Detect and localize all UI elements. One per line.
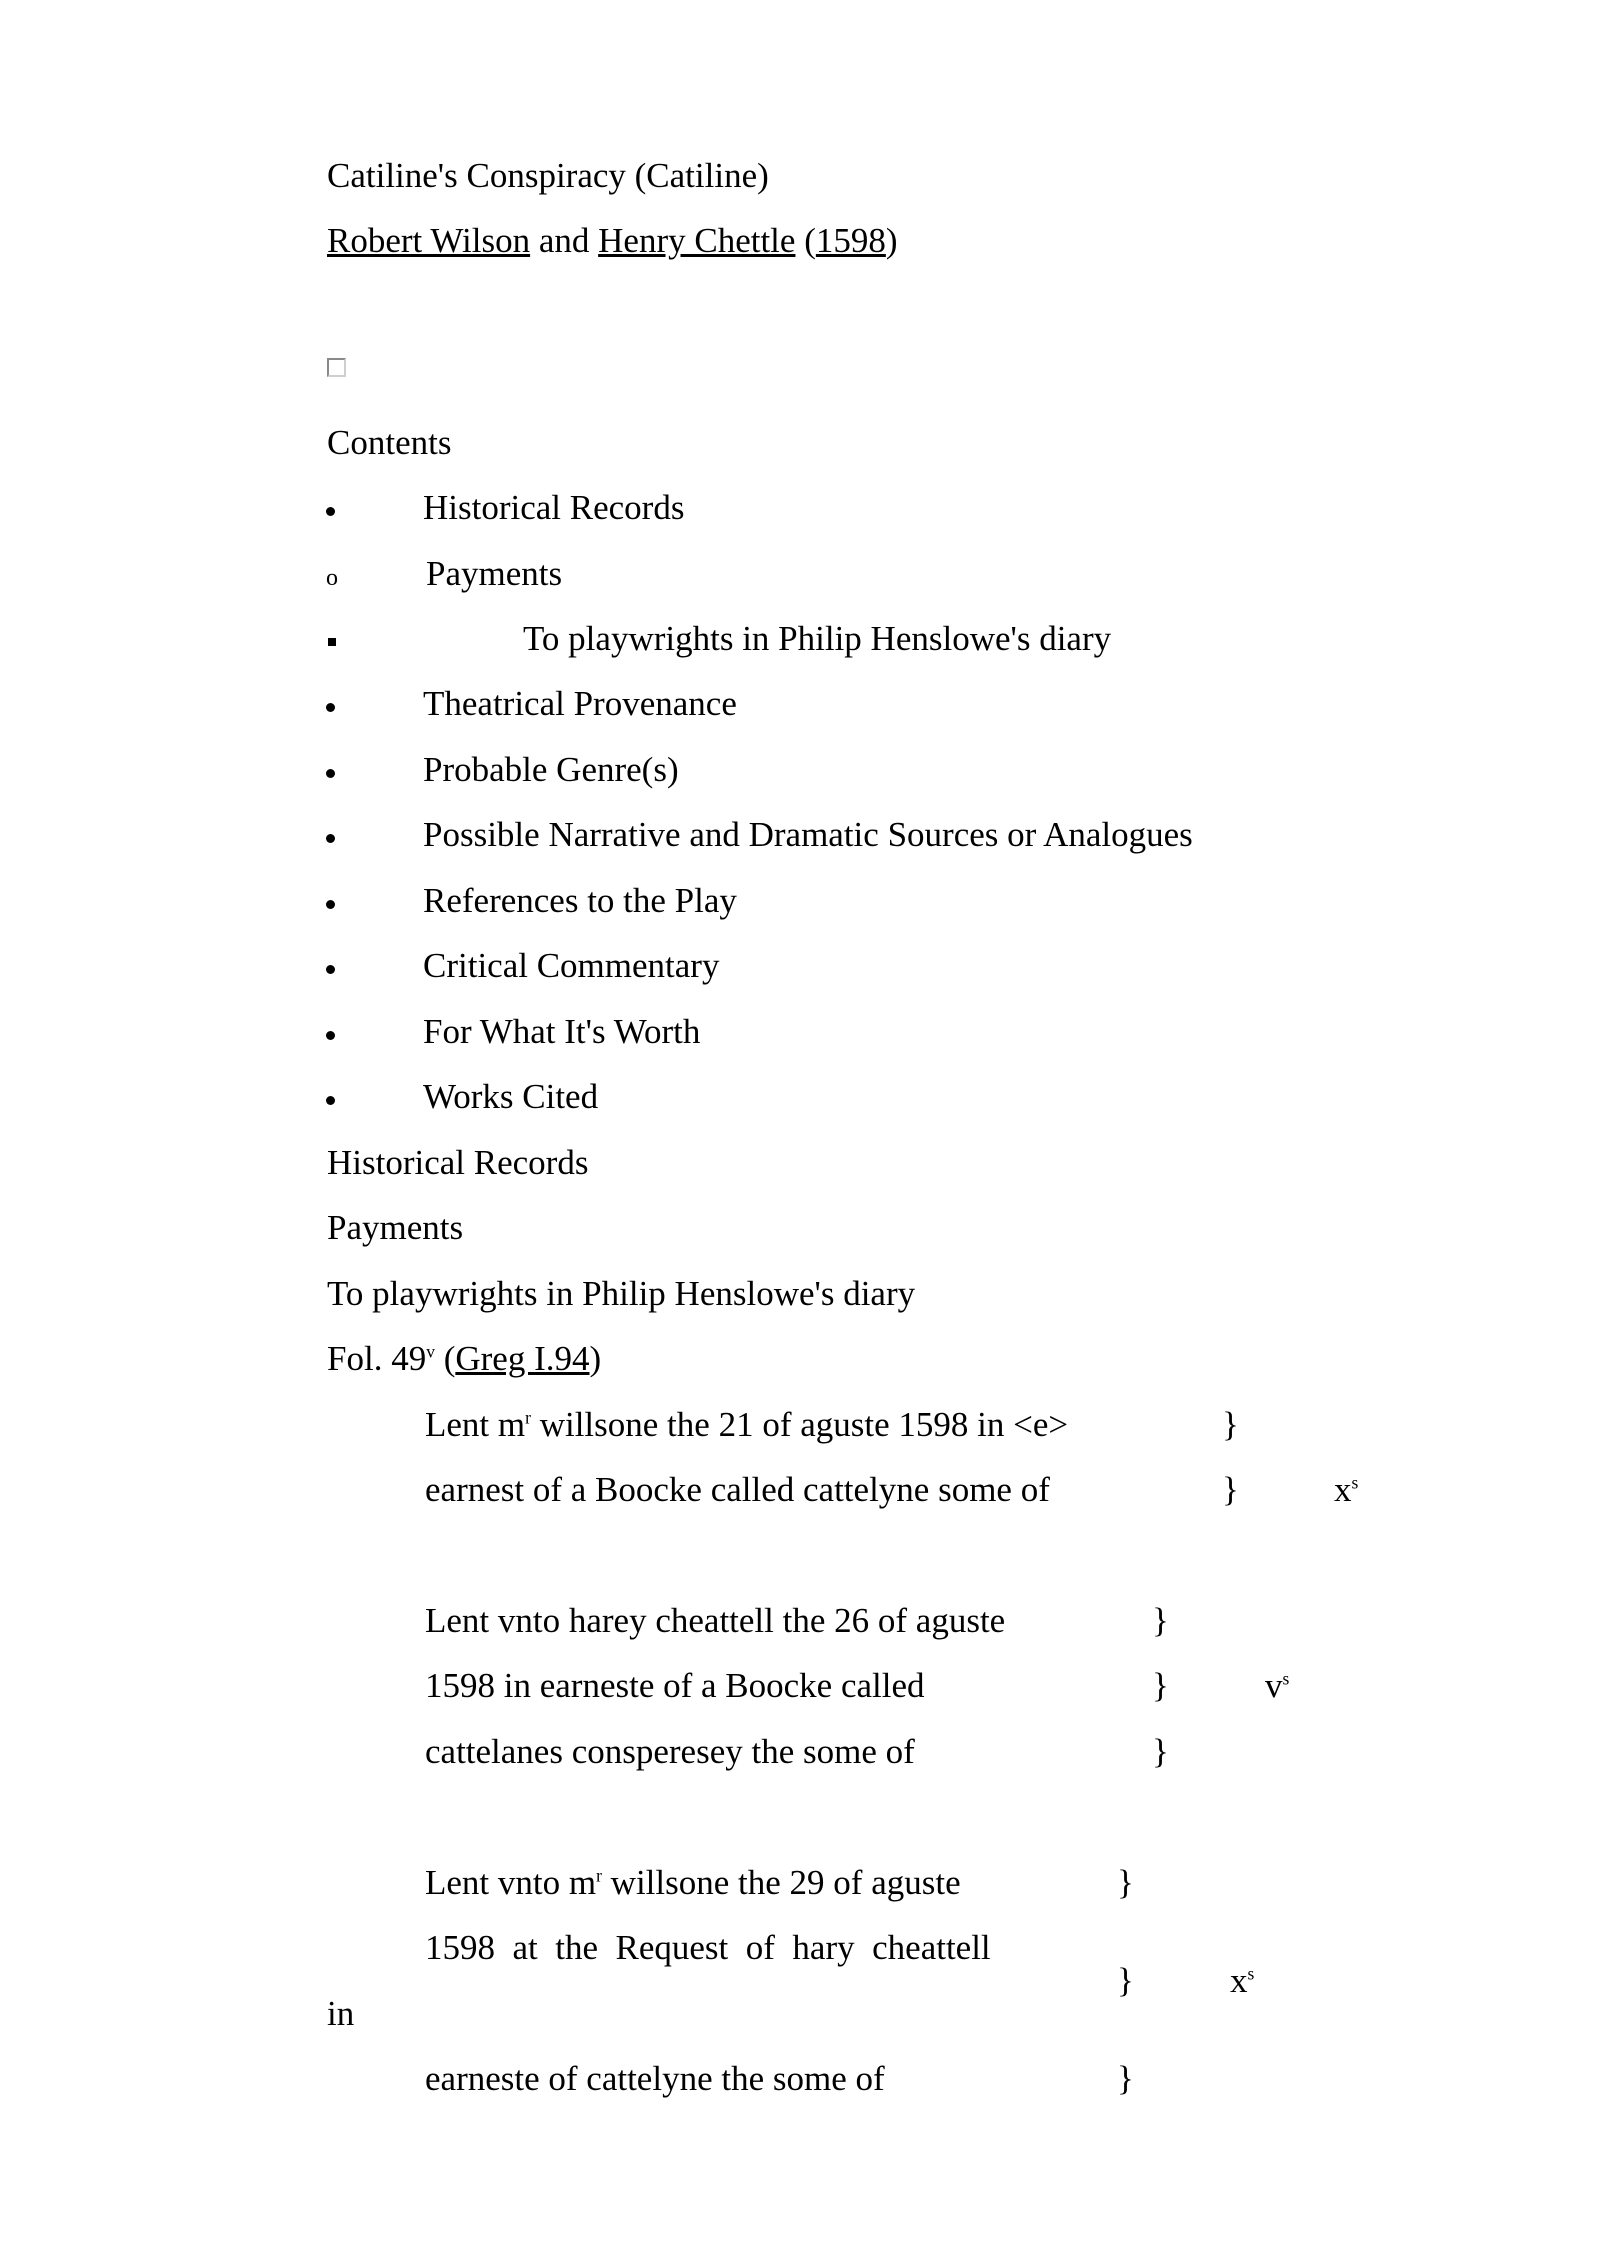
amount-sup: s — [1247, 1963, 1255, 1984]
toc-item-probable-genres[interactable]: Probable Genre(s) — [423, 750, 679, 789]
brace: } — [1152, 1732, 1169, 1771]
folio-reference — [327, 1341, 601, 1376]
author-conjunction: and — [538, 221, 590, 260]
entry-text: Lent vnto m — [425, 1863, 597, 1902]
bullet-icon — [326, 769, 335, 778]
toc-item-sources[interactable]: Possible Narrative and Dramatic Sources or Analogues — [423, 815, 1193, 854]
toc-item-for-what-its-worth[interactable]: For What It's Worth — [423, 1012, 701, 1051]
bullet-icon — [326, 1031, 335, 1040]
entry-3-in: in — [327, 1994, 355, 2033]
toc-toggle-checkbox[interactable] — [327, 358, 346, 377]
bullet-icon — [326, 834, 335, 843]
bullet-icon — [326, 900, 335, 909]
entry-2-amount — [1265, 1668, 1289, 1703]
brace: } — [1222, 1470, 1239, 1509]
entry-sup: r — [525, 1407, 531, 1428]
brace: } — [1117, 1863, 1134, 1902]
year-paren-open: ( — [804, 221, 816, 260]
entry-2-line-3: cattelanes consperesey the some of — [425, 1732, 915, 1771]
folio-prefix: Fol. 49 — [327, 1339, 427, 1378]
subsection-heading: Payments — [327, 1208, 464, 1247]
toc-item-playwrights[interactable]: To playwrights in Philip Henslowe's diary — [523, 619, 1112, 658]
brace: } — [1222, 1405, 1239, 1444]
toc-item-references[interactable]: References to the Play — [423, 881, 737, 920]
entry-text: willsone the 21 of aguste 1598 in <e> — [530, 1405, 1069, 1444]
entry-3-line-1 — [425, 1865, 961, 1900]
year-paren-close: ) — [885, 221, 898, 260]
brace: } — [1152, 1666, 1169, 1705]
subsubsection-heading: To playwrights in Philip Henslowe's diary — [327, 1274, 916, 1313]
folio-sup: v — [426, 1341, 435, 1362]
entry-text: willsone the 29 of aguste — [601, 1863, 961, 1902]
entry-3-line-2: 1598 at the Request of hary cheattell — [425, 1928, 991, 1967]
brace: } — [1117, 1961, 1134, 2000]
greg-link[interactable]: Greg I.94 — [455, 1339, 590, 1378]
folio-paren-close: ) — [589, 1339, 602, 1378]
square-bullet-icon — [328, 638, 336, 646]
amount-sup: s — [1282, 1668, 1290, 1689]
entry-sup: r — [596, 1865, 602, 1886]
folio-paren-open: ( — [443, 1339, 456, 1378]
entry-2-line-2: 1598 in earneste of a Boocke called — [425, 1666, 925, 1705]
bullet-icon — [326, 965, 335, 974]
entry-3-line-3: earneste of cattelyne the some of — [425, 2059, 885, 2098]
amount-sup: s — [1351, 1472, 1359, 1493]
sub-bullet-icon: o — [326, 565, 338, 591]
entry-2-line-1: Lent vnto harey cheattell the 26 of aguste — [425, 1601, 1006, 1640]
contents-heading: Contents — [327, 423, 452, 462]
bullet-icon — [326, 703, 335, 712]
brace: } — [1117, 2059, 1134, 2098]
year-link[interactable]: 1598 — [815, 221, 886, 260]
bullet-icon — [326, 507, 335, 516]
author-robert-wilson-link[interactable]: Robert Wilson — [327, 221, 531, 260]
section-heading: Historical Records — [327, 1143, 589, 1182]
toc-item-payments[interactable]: Payments — [426, 554, 563, 593]
entry-3-amount — [1230, 1963, 1254, 1998]
amount-text: x — [1334, 1470, 1352, 1509]
entry-1-line-1 — [425, 1407, 1068, 1442]
author-line — [327, 223, 898, 258]
toc-item-critical-commentary[interactable]: Critical Commentary — [423, 946, 720, 985]
entry-1-line-2: earnest of a Boocke called cattelyne some of — [425, 1470, 1050, 1509]
bullet-icon — [326, 1096, 335, 1105]
brace: } — [1152, 1601, 1169, 1640]
author-henry-chettle-link[interactable]: Henry Chettle — [598, 221, 796, 260]
toc-item-historical-records[interactable]: Historical Records — [423, 488, 685, 527]
entry-text: Lent m — [425, 1405, 526, 1444]
toc-item-theatrical-provenance[interactable]: Theatrical Provenance — [423, 684, 737, 723]
amount-text: v — [1265, 1666, 1283, 1705]
page-title: Catiline's Conspiracy (Catiline) — [327, 156, 769, 195]
amount-text: x — [1230, 1961, 1248, 2000]
toc-item-works-cited[interactable]: Works Cited — [423, 1077, 599, 1116]
entry-1-amount — [1334, 1472, 1358, 1507]
